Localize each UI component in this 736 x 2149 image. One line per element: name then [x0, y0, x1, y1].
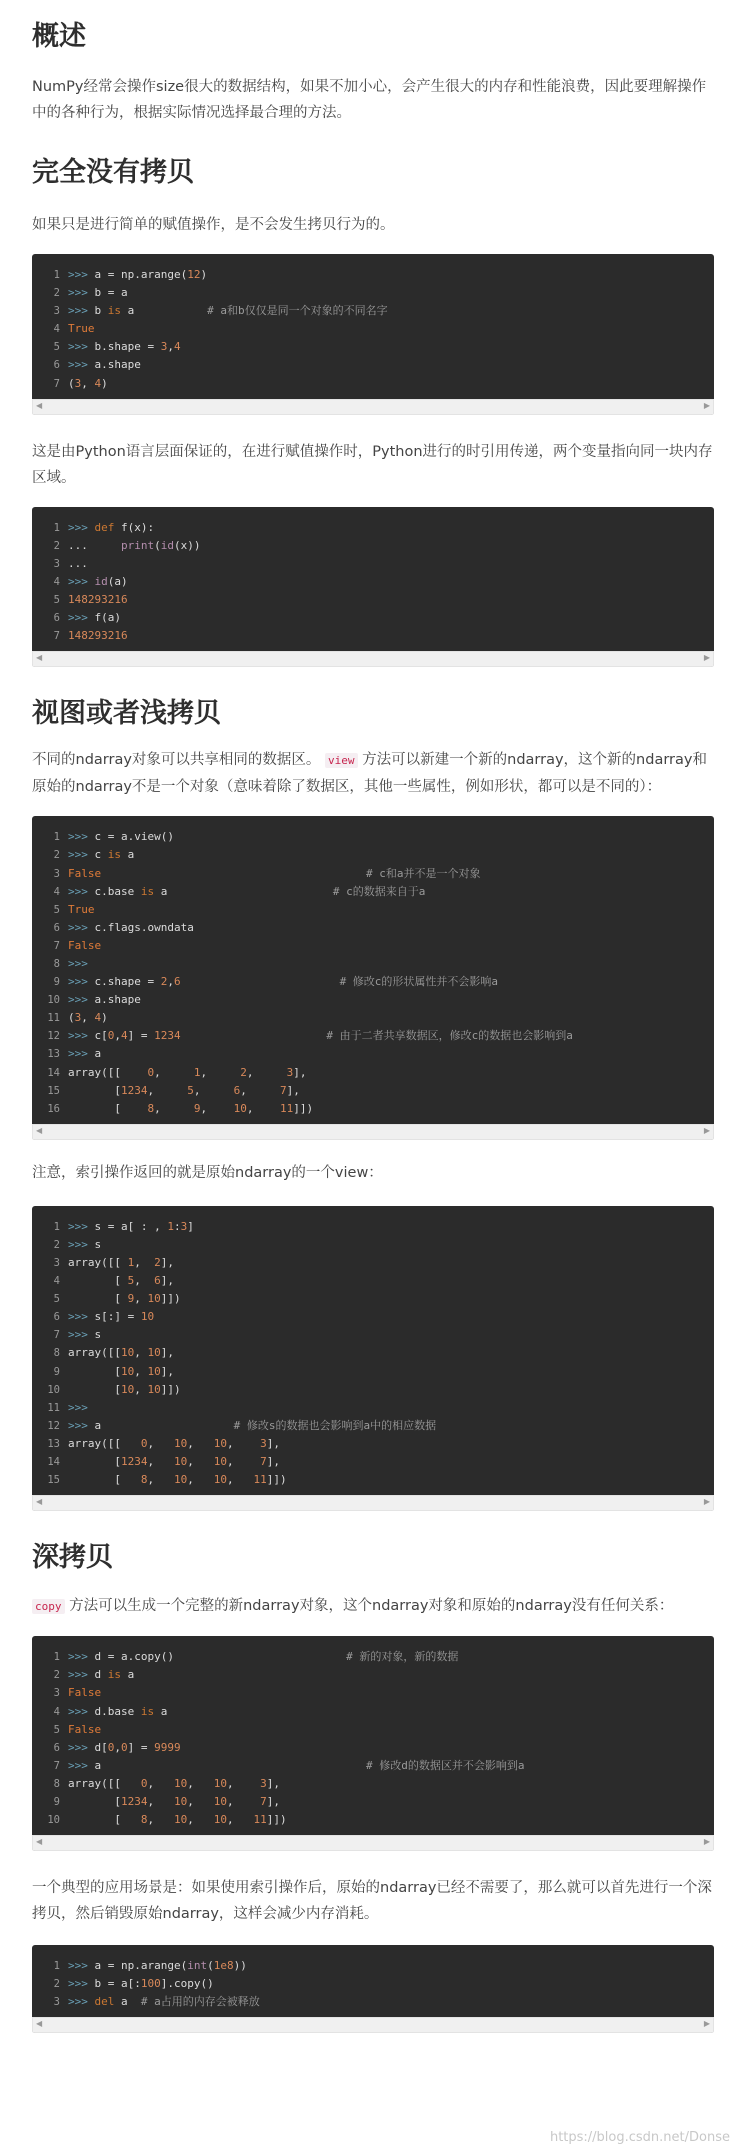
code-lines: >>> c = a.view() >>> c is a False # c和a并不是一个对象 >>> c.base is a # c的数据来自于a True >>> c.flags.owndata False >>> >>> c.shape = 2,6 # 修改c的形状属性并不会影响a >>> a.shape (3, 4) >>> c[0,4] = 1234 # 由于二者共享数据区，修改c的数据也会影响到a >>> a array([[ 0, 1, 2, 3], [1234, 5, 6, 7], [ 8, 9, 10, 11]])	[68, 830, 573, 1115]
horizontal-scrollbar[interactable]	[32, 1495, 714, 1511]
article	[32, 0, 714, 2033]
scroll-left-icon[interactable]: ◀	[36, 1497, 43, 1507]
scroll-left-icon[interactable]: ◀	[36, 400, 43, 410]
paragraph-no-copy: 如果只是进行简单的赋值操作，是不会发生拷贝行为的。	[32, 217, 395, 233]
scroll-right-icon[interactable]: ▶	[703, 653, 710, 663]
code-lines: >>> s = a[ : , 1:3] >>> s array([[ 1, 2], [ 5, 6], [ 9, 10]]) >>> s[:] = 10 >>> s array([[10, 10], [10, 10], [10, 10]]) >>> >>> a # 修改s的数据也会影响到a中的相应数据 array([[ 0, 10, 10, 3], [1234, 10, 10, 7], [ 8, 10, 10, 11]])	[68, 1219, 437, 1487]
scroll-left-icon[interactable]: ◀	[36, 1125, 43, 1135]
gutter: 1 2 3 4 5 6 7 8 9 10 11 12 13 14 15	[47, 1220, 60, 1487]
paragraph-deep-copy: copy 方法可以生成一个完整的新ndarray对象，这个ndarray对象和原始的ndarray没有任何关系：	[32, 1593, 714, 1620]
horizontal-scrollbar[interactable]	[32, 651, 714, 667]
paragraph-overview: NumPy经常会操作size很大的数据结构，如果不加小心，会产生很大的内存和性能浪费，因此要理解操作中的各种行为，根据实际情况选择最合理的方法。	[32, 79, 707, 121]
scroll-left-icon[interactable]: ◀	[36, 653, 43, 663]
watermark: https://blog.csdn.net/Donse	[549, 2130, 730, 2145]
heading-view: 视图或者浅拷贝	[32, 698, 221, 730]
horizontal-scrollbar[interactable]	[32, 399, 714, 415]
code-block-6	[32, 1945, 714, 2033]
paragraph-view: 不同的ndarray对象可以共享相同的数据区。 view 方法可以新建一个新的ndarray，这个新的ndarray和原始的ndarray不是一个对象（意味着除了数据区，其他一些属性，例如形状，都可以是不同的）：	[32, 752, 707, 796]
inline-code-copy: copy	[32, 1599, 65, 1614]
code-lines: >>> def f(x): ... print(id(x)) ... >>> id(a) 148293216 >>> f(a) 148293216	[68, 520, 201, 643]
gutter: 1 2 3 4 5 6 7 8 9 10 11 12 13 14 15 16	[47, 831, 60, 1115]
scroll-right-icon[interactable]: ▶	[703, 1125, 710, 1135]
gutter: 1 2 3	[53, 1960, 60, 2009]
paragraph-reference: 这是由Python语言层面保证的，在进行赋值操作时，Python进行的时引用传递，两个变量指向同一块内存区域。	[32, 443, 713, 486]
code-block-5	[32, 1636, 714, 1851]
gutter: 1 2 3 4 5 6 7 8 9 10	[47, 1651, 60, 1827]
code-block-3	[32, 816, 714, 1140]
code-block-1	[32, 254, 714, 415]
code-block-4	[32, 1206, 714, 1511]
paragraph-use-case: 一个典型的应用场景是：如果使用索引操作后，原始的ndarray已经不需要了，那么就可以首先进行一个深拷贝，然后销毁原始ndarray，这样会减少内存消耗。	[32, 1880, 712, 1923]
code-block-2	[32, 507, 714, 668]
scroll-right-icon[interactable]: ▶	[703, 2019, 710, 2029]
scroll-left-icon[interactable]: ◀	[36, 2019, 43, 2029]
horizontal-scrollbar[interactable]	[32, 1835, 714, 1851]
horizontal-scrollbar[interactable]	[32, 2017, 714, 2033]
scroll-right-icon[interactable]: ▶	[703, 400, 710, 410]
gutter: 1 2 3 4 5 6 7	[53, 521, 60, 643]
code-lines: >>> a = np.arange(12) >>> b = a >>> b is a # a和b仅仅是同一个对象的不同名字 True >>> b.shape = 3,4 >>> a.shape (3, 4)	[68, 268, 388, 390]
heading-overview: 概述	[32, 21, 86, 52]
paragraph-index-view: 注意，索引操作返回的就是原始ndarray的一个view：	[32, 1164, 383, 1181]
scroll-right-icon[interactable]: ▶	[703, 1497, 710, 1507]
scroll-left-icon[interactable]: ◀	[36, 1837, 43, 1847]
gutter: 1 2 3 4 5 6 7	[53, 269, 60, 390]
code-lines: >>> d = a.copy() # 新的对象，新的数据 >>> d is a False >>> d.base is a False >>> d[0,0] = 9999 >>> a # 修改d的数据区并不会影响到a array([[ 0, 10, 10, 3], [1234, 10, 10, 7], [ 8, 10, 10, 11]])	[68, 1650, 525, 1827]
heading-deep-copy: 深拷贝	[32, 1542, 113, 1574]
heading-no-copy: 完全没有拷贝	[32, 157, 194, 188]
code-lines: >>> a = np.arange(int(1e8)) >>> b = a[:100].copy() >>> del a # a占用的内存会被释放	[68, 1959, 260, 2009]
inline-code-view: view	[325, 753, 358, 768]
horizontal-scrollbar[interactable]	[32, 1124, 714, 1140]
scroll-right-icon[interactable]: ▶	[703, 1837, 710, 1847]
